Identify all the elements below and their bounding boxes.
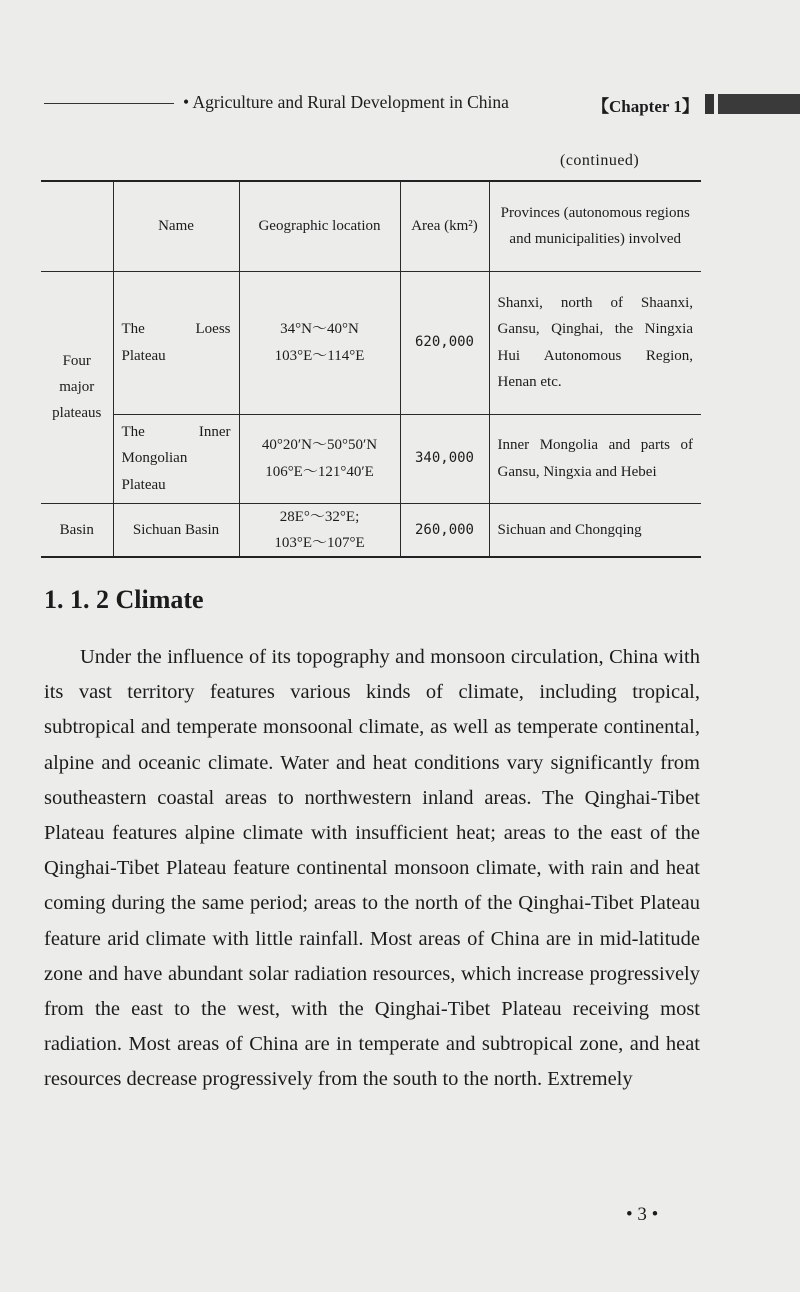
latitude-range: 28E°～32°E; [279,508,360,525]
provinces-cell: Shanxi, north of Shaanxi, Gansu, Qinghai, the Ningxia Hui Autonomous Region, Henan etc. [489,271,701,414]
latitude-range: 34°N～40°N [280,321,359,338]
location-cell [239,414,400,503]
header-cell-provinces: Provinces (autonomous regions and municipalities) involved [489,181,701,271]
header-cell-category [41,181,113,271]
area-cell: 260,000 [400,503,489,557]
name-cell: The Loess Plateau [113,271,239,414]
header-rule [44,103,174,104]
body-paragraph: Under the influence of its topography and monsoon circulation, China with its vast territory features various kinds of climate, including tropical, subtropical and temperate monsoonal climate, as well as temperate continental, alpine and oceanic climate. Water and heat conditions vary significantly from southeastern coastal areas to northwestern inland areas. The Qinghai-Tibet Plateau features alpine climate with insufficient heat; areas to the east of the Qinghai-Tibet Plateau feature continental monsoon climate, with rain and heat coming during the same period; areas to the north of the Qinghai-Tibet Plateau feature arid climate with little rainfall. Most areas of China are in mid-latitude zone and have abundant solar radiation resources, which increase progressively from the east to the west, with the Qinghai-Tibet Plateau receiving most radiation. Most areas of China are in temperate and subtropical zone, and heat resources decrease progressively from the south to the north. Extremely [44,646,700,1091]
group-cell-plateaus: Four major plateaus [41,271,113,503]
header-cell-name: Name [113,181,239,271]
continued-note: (continued) [560,152,640,169]
name-cell: The Inner Mongolian Plateau [113,414,239,503]
name-cell: Sichuan Basin [113,503,239,557]
header-tab [718,94,800,114]
table-row [41,503,701,557]
header-cell-location: Geographic location [239,181,400,271]
page-number: • 3 • [626,1204,659,1225]
area-cell: 340,000 [400,414,489,503]
longitude-range: 103°E～114°E [274,347,365,364]
running-title: • Agriculture and Rural Development in China [183,92,509,112]
chapter-label: 【Chapter 1】 [592,97,699,116]
table-row [41,271,701,414]
location-cell [239,271,400,414]
header-marker [705,94,714,114]
section-heading: 1. 1. 2 Climate [44,585,204,614]
area-cell: 620,000 [400,271,489,414]
provinces-cell: Sichuan and Chongqing [489,503,701,557]
group-cell-basin: Basin [41,503,113,557]
latitude-range: 40°20′N～50°50′N [261,437,378,454]
header-cell-area: Area (km²) [400,181,489,271]
table-header-row [41,181,701,271]
longitude-range: 103°E～107°E [274,534,365,551]
table-row [41,414,701,503]
landform-table [41,180,701,558]
provinces-cell: Inner Mongolia and parts of Gansu, Ningxia and Hebei [489,414,701,503]
longitude-range: 106°E～121°40′E [265,463,374,480]
location-cell [239,503,400,557]
